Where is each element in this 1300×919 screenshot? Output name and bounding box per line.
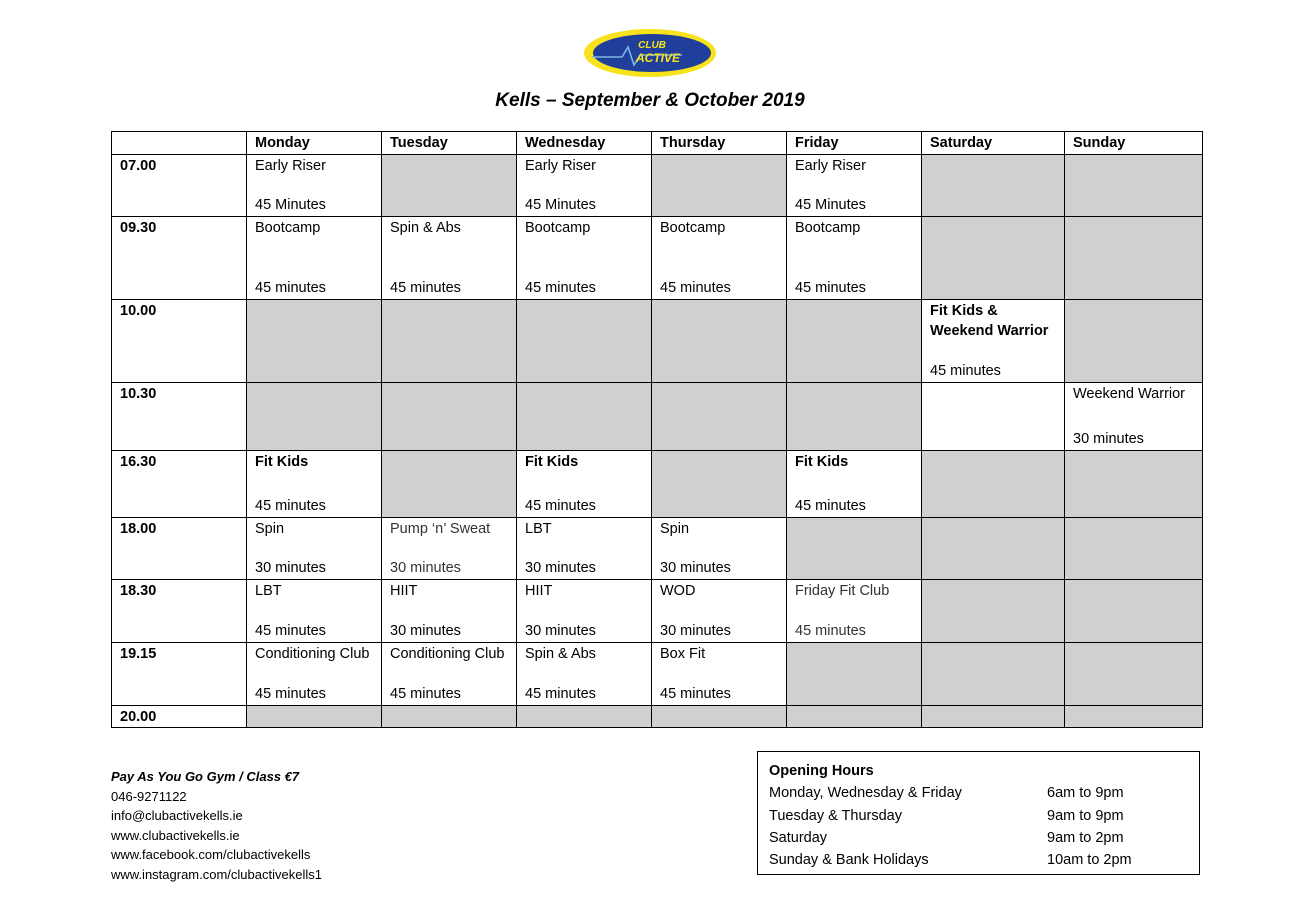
opening-days: Sunday & Bank Holidays — [769, 852, 929, 869]
class-duration: 45 minutes — [930, 363, 1001, 379]
class-name: Fit Kids — [795, 453, 849, 470]
opening-days: Tuesday & Thursday — [769, 807, 902, 824]
opening-days: Saturday — [769, 829, 828, 846]
time-slot-label: 18.00 — [112, 517, 247, 579]
timetable-row — [112, 154, 1203, 216]
opening-hours-box — [757, 751, 1200, 875]
class-slot — [517, 579, 652, 642]
class-slot — [382, 579, 517, 642]
class-name: Bootcamp — [255, 219, 321, 236]
class-duration: 30 minutes — [390, 560, 461, 576]
empty-slot — [787, 642, 922, 705]
class-slot — [652, 579, 787, 642]
class-slot — [382, 517, 517, 579]
class-duration: 45 minutes — [255, 623, 326, 639]
empty-slot — [382, 299, 517, 382]
opening-hours-row — [769, 805, 1188, 827]
day-header: Monday — [247, 132, 382, 155]
day-header: Sunday — [1065, 132, 1203, 155]
class-name: Bootcamp — [525, 219, 591, 236]
class-duration: 30 minutes — [660, 560, 731, 576]
empty-slot — [922, 705, 1065, 728]
opening-hours-row — [769, 827, 1188, 849]
timetable-row — [112, 450, 1203, 517]
class-duration: 45 minutes — [795, 623, 866, 639]
class-name: Conditioning Club — [390, 645, 505, 662]
facebook-link: www.facebook.com/clubactivekells — [111, 847, 311, 862]
class-name: Fit Kids — [255, 453, 309, 470]
class-name: Spin — [255, 520, 285, 537]
class-name: LBT — [255, 582, 282, 599]
class-duration: 45 minutes — [255, 498, 326, 514]
empty-slot — [1065, 705, 1203, 728]
day-header: Wednesday — [517, 132, 652, 155]
empty-slot — [1065, 450, 1203, 517]
class-duration: 30 minutes — [255, 560, 326, 576]
opening-times: 9am to 2pm — [1047, 829, 1124, 846]
class-slot — [787, 216, 922, 299]
class-name: Friday Fit Club — [795, 582, 890, 599]
empty-slot — [247, 299, 382, 382]
contact-info — [111, 767, 322, 884]
logo-text-top: CLUB — [638, 40, 666, 51]
empty-slot — [1065, 216, 1203, 299]
empty-slot — [382, 382, 517, 450]
empty-slot — [1065, 299, 1203, 382]
time-slot-label: 18.30 — [112, 579, 247, 642]
instagram-link: www.instagram.com/clubactivekells1 — [111, 866, 322, 882]
empty-slot — [1065, 154, 1203, 216]
pricing-line: Pay As You Go Gym / Class €7 — [111, 769, 300, 784]
class-slot — [247, 154, 382, 216]
class-slot — [517, 216, 652, 299]
opening-days: Monday, Wednesday & Friday — [769, 785, 962, 802]
class-name: Early Riser — [795, 157, 866, 174]
timetable-row — [112, 642, 1203, 705]
class-duration: 30 minutes — [390, 623, 461, 639]
class-slot — [787, 154, 922, 216]
time-slot-label: 16.30 — [112, 450, 247, 517]
class-name: Early Riser — [525, 157, 596, 174]
class-duration: 30 minutes — [525, 623, 596, 639]
empty-slot — [652, 450, 787, 517]
timetable-row — [112, 705, 1203, 728]
class-duration: 45 minutes — [795, 498, 866, 514]
class-slot — [382, 216, 517, 299]
class-slot — [247, 450, 382, 517]
day-header: Saturday — [922, 132, 1065, 155]
class-name: Fit Kids & Weekend Warrior — [930, 302, 1049, 339]
time-slot-label: 07.00 — [112, 154, 247, 216]
empty-slot — [517, 705, 652, 728]
timetable-row — [112, 299, 1203, 382]
class-slot — [652, 517, 787, 579]
opening-times: 9am to 9pm — [1047, 807, 1124, 824]
day-header: Friday — [787, 132, 922, 155]
class-duration: 30 minutes — [1073, 431, 1144, 447]
class-duration: 45 minutes — [390, 686, 461, 702]
class-slot — [652, 642, 787, 705]
empty-slot — [1065, 517, 1203, 579]
class-duration: 45 minutes — [525, 686, 596, 702]
class-duration: 45 minutes — [255, 280, 326, 296]
class-duration: 45 minutes — [795, 280, 866, 296]
empty-slot — [382, 705, 517, 728]
class-duration: 45 minutes — [660, 280, 731, 296]
time-slot-label: 19.15 — [112, 642, 247, 705]
class-slot — [1065, 382, 1203, 450]
opening-hours-row — [769, 849, 1188, 871]
class-name: Bootcamp — [795, 219, 861, 236]
class-name: Spin & Abs — [525, 645, 596, 662]
empty-slot — [922, 579, 1065, 642]
empty-slot — [247, 382, 382, 450]
phone-number: 046-9271122 — [111, 788, 187, 804]
class-slot — [247, 579, 382, 642]
class-name: Conditioning Club — [255, 645, 370, 662]
empty-slot — [922, 517, 1065, 579]
class-slot — [382, 642, 517, 705]
class-slot — [652, 216, 787, 299]
empty-slot — [247, 705, 382, 728]
empty-slot — [787, 382, 922, 450]
class-slot — [517, 154, 652, 216]
empty-slot — [787, 299, 922, 382]
class-duration: 30 minutes — [525, 560, 596, 576]
class-duration: 45 minutes — [525, 280, 596, 296]
empty-slot — [787, 517, 922, 579]
timetable-row — [112, 216, 1203, 299]
class-slot — [247, 642, 382, 705]
timetable-row — [112, 579, 1203, 642]
empty-slot — [922, 216, 1065, 299]
class-slot — [517, 517, 652, 579]
opening-times: 10am to 2pm — [1047, 852, 1132, 869]
empty-slot — [652, 299, 787, 382]
class-slot — [247, 216, 382, 299]
class-duration: 45 minutes — [390, 280, 461, 296]
class-duration: 45 Minutes — [525, 197, 596, 213]
class-timetable — [111, 131, 1203, 728]
opening-hours-heading: Opening Hours — [769, 763, 874, 779]
club-active-logo — [582, 27, 718, 79]
class-name: Weekend Warrior — [1073, 385, 1186, 402]
class-name: Spin — [660, 520, 690, 537]
day-header-row — [112, 132, 1203, 155]
class-slot — [922, 299, 1065, 382]
empty-slot — [922, 642, 1065, 705]
page-title: Kells – September & October 2019 — [495, 90, 805, 111]
class-slot — [787, 579, 922, 642]
logo-text-bottom: ACTIVE — [635, 51, 681, 65]
class-duration: 45 minutes — [525, 498, 596, 514]
class-name: LBT — [525, 520, 552, 537]
class-name: Box Fit — [660, 645, 706, 662]
empty-slot — [517, 382, 652, 450]
class-name: WOD — [660, 582, 696, 599]
timetable-row — [112, 517, 1203, 579]
time-slot-label: 20.00 — [112, 705, 247, 728]
empty-slot — [382, 154, 517, 216]
day-header: Tuesday — [382, 132, 517, 155]
class-slot — [922, 382, 1065, 450]
time-slot-label: 10.30 — [112, 382, 247, 450]
time-slot-label: 09.30 — [112, 216, 247, 299]
class-name: HIIT — [390, 582, 418, 599]
class-duration: 30 minutes — [660, 623, 731, 639]
empty-slot — [922, 450, 1065, 517]
class-name: Early Riser — [255, 157, 326, 174]
class-slot — [787, 450, 922, 517]
class-slot — [517, 642, 652, 705]
class-slot — [517, 450, 652, 517]
time-slot-label: 10.00 — [112, 299, 247, 382]
timetable-row — [112, 382, 1203, 450]
day-header: Thursday — [652, 132, 787, 155]
class-duration: 45 Minutes — [795, 197, 866, 213]
empty-slot — [517, 299, 652, 382]
class-name: Fit Kids — [525, 453, 579, 470]
opening-times: 6am to 9pm — [1047, 785, 1124, 802]
empty-slot — [922, 154, 1065, 216]
class-name: Bootcamp — [660, 219, 726, 236]
opening-hours-row — [769, 782, 1188, 804]
empty-slot — [652, 382, 787, 450]
class-name: Spin & Abs — [390, 219, 461, 236]
class-name: Pump ‘n’ Sweat — [390, 520, 491, 537]
empty-slot — [652, 705, 787, 728]
corner-cell — [112, 132, 247, 155]
empty-slot — [1065, 579, 1203, 642]
class-name: HIIT — [525, 582, 553, 599]
class-slot — [247, 517, 382, 579]
website-link: www.clubactivekells.ie — [111, 827, 240, 843]
email-address: info@clubactivekells.ie — [111, 808, 243, 823]
class-duration: 45 Minutes — [255, 197, 326, 213]
empty-slot — [787, 705, 922, 728]
class-duration: 45 minutes — [255, 686, 326, 702]
class-duration: 45 minutes — [660, 686, 731, 702]
empty-slot — [652, 154, 787, 216]
empty-slot — [382, 450, 517, 517]
empty-slot — [1065, 642, 1203, 705]
